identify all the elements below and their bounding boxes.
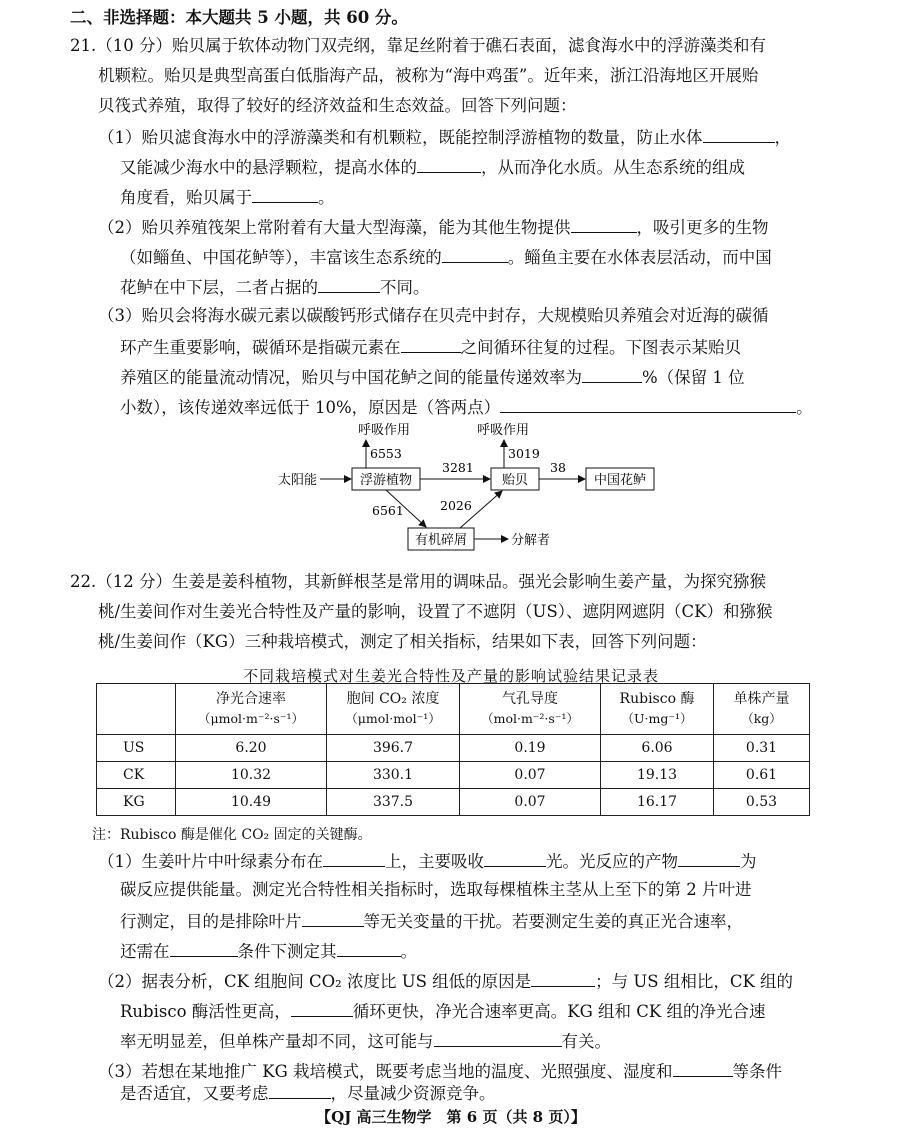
- table-row: [97, 762, 810, 789]
- q22-sub2-text: （2）据表分析，CK 组胞间 CO₂ 浓度比 US 组低的原因是: [98, 972, 532, 991]
- q22-sub3-text: ，尽量减少资源竞争。: [330, 1084, 496, 1103]
- value-resp-1: 6553: [370, 446, 402, 461]
- table-cell: 10.32: [176, 762, 327, 789]
- answer-blank[interactable]: [318, 274, 380, 293]
- header-name: 单株产量: [733, 691, 790, 707]
- answer-blank[interactable]: [337, 938, 401, 957]
- table-cell: 6.06: [601, 735, 714, 762]
- q22-sub1-line-2: 碳反应提供能量。测定光合特性相关指标时，选取每棵植株主茎从上至下的第 2 片叶进: [120, 880, 752, 899]
- q22-stem-line-3: 桃/生姜间作（KG）三种栽培模式，测定了相关指标，结果如下表，回答下列问题：: [98, 632, 707, 651]
- label-mussel: 贻贝: [501, 473, 529, 488]
- row-label: US: [97, 735, 176, 762]
- q22-sub2-text: 有关。: [561, 1032, 611, 1051]
- q21-sub2-line-3: [120, 274, 430, 300]
- page-footer: 【QJ 高三生物学 第 6 页（共 8 页）】: [316, 1108, 586, 1126]
- row-label: KG: [97, 789, 176, 816]
- label-respiration-2: 呼吸作用: [477, 423, 530, 438]
- q22-sub3-text: （3）若想在某地推广 KG 栽培模式，既要考虑当地的温度、光照强度、湿度和: [98, 1062, 673, 1081]
- q21-sub1-line-3: [120, 184, 335, 210]
- answer-blank[interactable]: [531, 968, 595, 987]
- q22-sub3-text: 等条件: [732, 1062, 782, 1081]
- row-label: CK: [97, 762, 176, 789]
- table-cell: 19.13: [601, 762, 714, 789]
- q22-sub3-line-2: [120, 1080, 496, 1105]
- q21-sub3-line-1: （3）贻贝会将海水碳元素以碳酸钙形式储存在贝壳中封存，大规模贻贝养殖会对近海的碳循: [98, 306, 769, 325]
- answer-blank[interactable]: [484, 848, 546, 867]
- q21-sub2-line-2: [120, 244, 772, 270]
- q22-sub1-text: 为: [740, 852, 757, 871]
- label-respiration-1: 呼吸作用: [358, 423, 411, 438]
- value-phyto-detritus: 6561: [372, 503, 404, 518]
- table-cell: 0.07: [460, 789, 601, 816]
- q21-sub2-text: （2）贻贝养殖筏架上常附着有大量大型海藻，能为其他生物提供: [98, 218, 571, 237]
- q21-sub2-text: 。鲻鱼主要在水体表层活动，而中国: [507, 248, 772, 267]
- q21-sub3-line-4: [120, 394, 813, 420]
- table-row: [97, 735, 810, 762]
- q22-sub2-text: Rubisco 酶活性更高，: [120, 1002, 291, 1021]
- q22-sub1-text: 等无关变量的干扰。若要测定生姜的真正光合速率，: [363, 912, 743, 931]
- answer-blank[interactable]: [434, 1028, 562, 1047]
- header-unit: （μmol·m⁻²·s⁻¹）: [198, 711, 304, 726]
- label-solar-energy: 太阳能: [278, 473, 318, 488]
- table-cell: 16.17: [601, 789, 714, 816]
- answer-blank[interactable]: [302, 908, 364, 927]
- table-header: [714, 684, 810, 735]
- q22-sub3-text: 是否适宜，又要考虑: [120, 1084, 269, 1103]
- answer-blank[interactable]: [442, 244, 508, 263]
- header-name: 气孔导度: [502, 691, 558, 707]
- value-resp-2: 3019: [508, 446, 540, 461]
- q21-sub2-text: 不同。: [380, 278, 430, 297]
- label-detritus: 有机碎屑: [414, 533, 468, 548]
- section-title: 二、非选择题：本大题共 5 小题，共 60 分。: [70, 8, 408, 27]
- q21-sub1-text: ，从而净化水质。从生态系统的组成: [481, 158, 745, 177]
- label-bass: 中国花鲈: [593, 473, 647, 488]
- q21-stem-line-1: 21.（10 分）贻贝属于软体动物门双壳纲，靠足丝附着于礁石表面，滤食海水中的浮游藻类和有: [70, 36, 766, 55]
- q22-sub2-text: 循环更快，净光合速率更高。KG 组和 CK 组的净光合速: [352, 1002, 766, 1021]
- q21-sub3-text: %（保留 1 位: [642, 368, 745, 387]
- answer-blank[interactable]: [170, 938, 238, 957]
- header-unit: （mol·m⁻²·s⁻¹）: [481, 711, 579, 726]
- q21-sub2-text: （如鲻鱼、中国花鲈等），丰富该生态系统的: [120, 248, 442, 267]
- table-header: [327, 684, 460, 735]
- q21-sub3-line-2: [120, 334, 741, 360]
- q21-sub3-text: 小数），该传递效率远低于 10%，原因是（答两点）: [120, 398, 501, 417]
- q21-sub2-line-1: [98, 214, 769, 240]
- table-cell: 6.20: [176, 735, 327, 762]
- table-cell: 10.49: [176, 789, 327, 816]
- q22-sub2-line-3: [120, 1028, 611, 1054]
- q22-sub1-line-3: [120, 908, 743, 934]
- q21-sub3-line-3: [120, 364, 745, 390]
- answer-blank[interactable]: [269, 1080, 331, 1099]
- q21-sub1-text: （1）贻贝滤食海水中的浮游藻类和有机颗粒，既能控制浮游植物的数量，防止水体: [98, 128, 703, 147]
- q21-stem-line-3: 贝筏式养殖，取得了较好的经济效益和生态效益。回答下列问题：: [98, 96, 577, 115]
- table-cell: 337.5: [327, 789, 460, 816]
- table-cell: 0.53: [714, 789, 810, 816]
- q22-sub1-line-4: [120, 938, 417, 964]
- table-row: [97, 789, 810, 816]
- header-name: 净光合速率: [216, 691, 286, 707]
- answer-blank[interactable]: [703, 124, 775, 143]
- answer-blank[interactable]: [500, 394, 796, 413]
- table-cell: 0.19: [460, 735, 601, 762]
- header-unit: （μmol·mol⁻¹）: [345, 711, 441, 726]
- table-cell: 396.7: [327, 735, 460, 762]
- q21-sub1-text: 角度看，贻贝属于: [120, 188, 252, 207]
- q22-sub1-text: 还需在: [120, 942, 170, 961]
- table-caption: 不同栽培模式对生姜光合特性及产量的影响试验结果记录表: [242, 667, 659, 685]
- q22-sub2-line-1: [98, 968, 793, 994]
- q22-sub1-text: 。: [400, 942, 417, 961]
- value-detritus-mussel: 2026: [440, 498, 472, 513]
- q21-sub2-text: ，吸引更多的生物: [636, 218, 769, 237]
- q21-sub1-line-2: [120, 154, 745, 180]
- table-cell: 0.07: [460, 762, 601, 789]
- q22-stem-line-1: 22.（12 分）生姜是姜科植物，其新鲜根茎是常用的调味品。强光会影响生姜产量，为探究猕猴: [70, 572, 766, 591]
- answer-blank[interactable]: [291, 998, 353, 1017]
- q21-sub2-text: 花鲈在中下层，二者占据的: [120, 278, 318, 297]
- q22-sub1-text: （1）生姜叶片中叶绿素分布在: [98, 852, 323, 871]
- q21-sub3-text: 之间循环往复的过程。下图表示某贻贝: [460, 338, 741, 357]
- answer-blank[interactable]: [401, 334, 461, 353]
- q22-sub1-text: 行测定，目的是排除叶片: [120, 912, 302, 931]
- table-note: 注：Rubisco 酶是催化 CO₂ 固定的关键酶。: [92, 827, 372, 843]
- table-cell: 330.1: [327, 762, 460, 789]
- table-header: [460, 684, 601, 735]
- q21-sub3-text: 。: [796, 398, 813, 417]
- q22-sub2-text: 率无明显差，但单株产量却不同，这可能与: [120, 1032, 434, 1051]
- q21-sub1-text: 又能减少海水中的悬浮颗粒，提高水体的: [120, 158, 417, 177]
- energy-flow-diagram: [270, 418, 670, 554]
- table-header: [176, 684, 327, 735]
- q21-sub3-text: 养殖区的能量流动情况，贻贝与中国花鲈之间的能量传递效率为: [120, 368, 582, 387]
- q22-sub1-text: 上，主要吸收: [385, 852, 484, 871]
- table-cell: 0.61: [714, 762, 810, 789]
- table-header: [601, 684, 714, 735]
- table-header-empty: [97, 684, 176, 735]
- table-header-row: [97, 684, 810, 735]
- value-mussel-bass: 38: [550, 460, 566, 475]
- answer-blank[interactable]: [323, 848, 385, 867]
- header-name: 胞间 CO₂ 浓度: [346, 691, 440, 707]
- q21-sub1-text: ，: [774, 128, 791, 147]
- value-phyto-mussel: 3281: [442, 460, 474, 475]
- q22-sub2-text: ；与 US 组相比，CK 组的: [595, 972, 794, 991]
- answer-blank[interactable]: [678, 848, 740, 867]
- q22-stem-line-2: 桃/生姜间作对生姜光合特性及产量的影响，设置了不遮阴（US）、遮阴网遮阴（CK）和猕猴: [98, 602, 773, 621]
- answer-blank[interactable]: [252, 184, 318, 203]
- q21-stem-line-2: 机颗粒。贻贝是典型高蛋白低脂海产品，被称为“海中鸡蛋”。近年来，浙江沿海地区开展贻: [98, 66, 759, 85]
- answer-blank[interactable]: [571, 214, 637, 233]
- q21-sub1-text: 。: [318, 188, 335, 207]
- q21-sub3-text: 环产生重要影响，碳循环是指碳元素在: [120, 338, 401, 357]
- header-name: Rubisco 酶: [619, 691, 695, 707]
- label-phytoplankton: 浮游植物: [359, 473, 413, 488]
- q22-sub1-text: 条件下测定其: [237, 942, 337, 961]
- answer-blank[interactable]: [417, 154, 481, 173]
- q22-sub2-line-2: [120, 998, 765, 1024]
- label-decomposer: 分解者: [511, 533, 551, 548]
- results-table: [96, 683, 810, 816]
- q22-sub1-line-1: [98, 848, 757, 874]
- q22-sub1-text: 光。光反应的产物: [546, 852, 678, 871]
- answer-blank[interactable]: [582, 364, 642, 383]
- header-unit: （U·mg⁻¹）: [621, 711, 693, 726]
- table-cell: 0.31: [714, 735, 810, 762]
- q21-sub1-line-1: [98, 124, 791, 150]
- answer-blank[interactable]: [673, 1058, 733, 1077]
- header-unit: （kg）: [741, 711, 782, 726]
